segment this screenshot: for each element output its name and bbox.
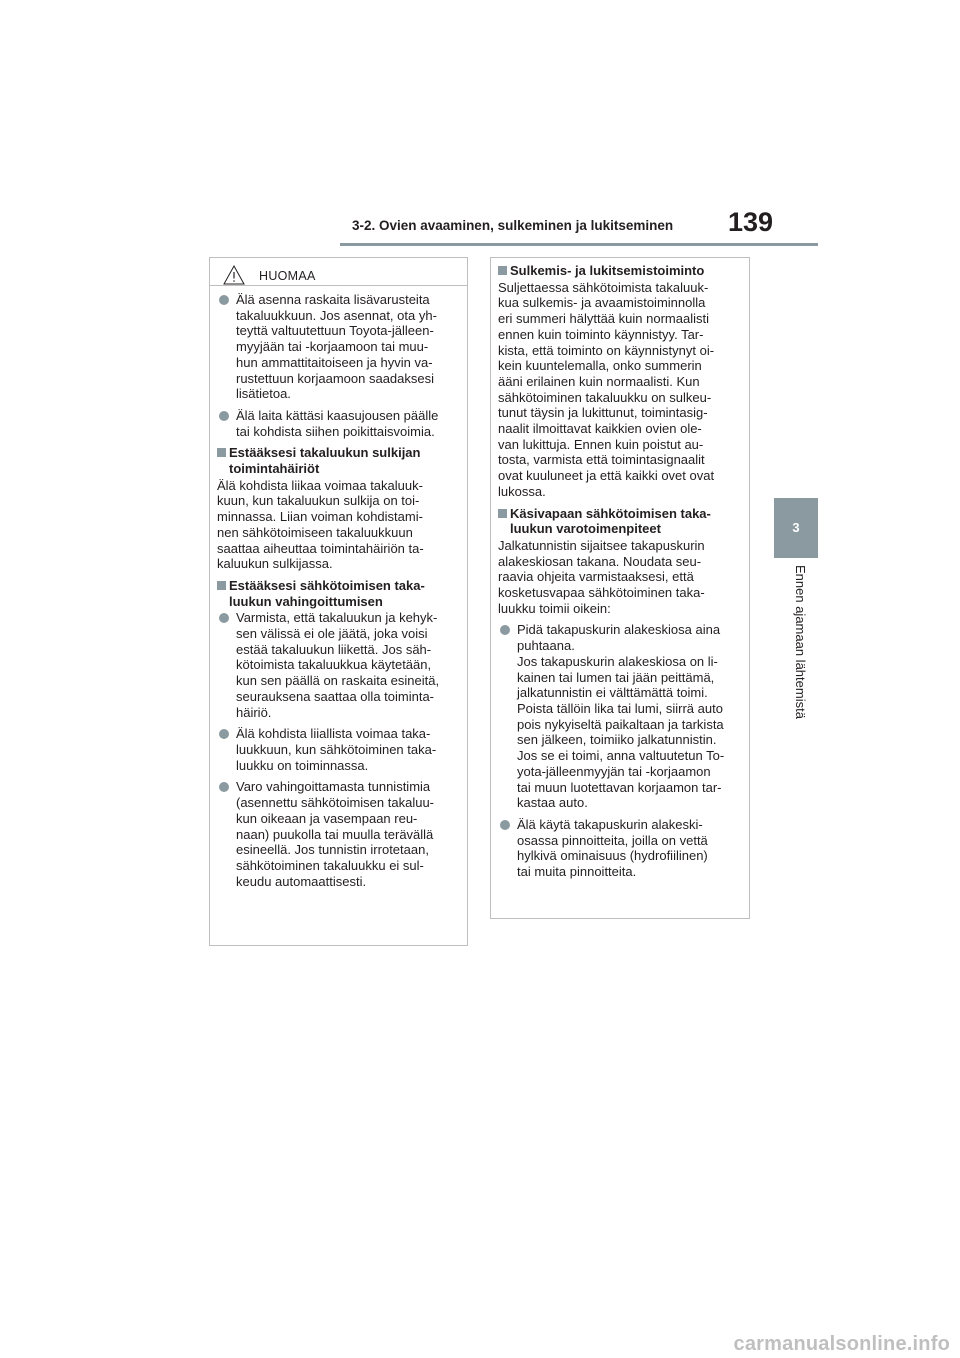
paragraph: Älä kohdista liikaa voimaa takaluuk- kuun, kun takaluukun sulkija on toi- minnassa. Liian voiman kohdistami- nen sähkötoimiseen takaluukkuun saattaa aiheuttaa toimintahäiriön ta- kaluukun sulkijassa.	[217, 477, 424, 572]
divider	[210, 285, 467, 286]
list-item: Älä laita kättäsi kaasujousen päälle tai kohdista siihen poikittaisvoimia.	[217, 408, 462, 439]
square-bullet-icon	[498, 266, 507, 275]
caution-box	[209, 257, 468, 946]
warning-triangle-icon	[223, 264, 245, 286]
list-item: Älä käytä takapuskurin alakeski- osassa pinnoitteita, joilla on vettä hylkivä ominaisuus (hydrofiilinen) tai muita pinnoitteita.	[498, 817, 744, 880]
caution-box-continued	[490, 257, 750, 919]
bullet-icon	[219, 729, 229, 739]
page-number: 139	[728, 207, 774, 237]
caution-header	[210, 264, 467, 286]
bullet-icon	[500, 820, 510, 830]
watermark: carmanualsonline.info	[733, 1333, 950, 1355]
list-item: Varo vahingoittamasta tunnistimia (asennettu sähkötoimisen takaluu- kun oikeaan ja vasempaan reu- naan) puukolla tai muulla terävällä esineellä. Jos tunnistin irrotetaan, sähkötoiminen takaluukku ei sul- keudu automaattisesti.	[217, 779, 462, 889]
list-item: Pidä takapuskurin alakeskiosa aina puhtaana. Jos takapuskurin alakeskiosa on li- kainen tai lumen tai jään peittämä, jalkatunnistin ei välttämättä toimi. Poista tällöin lika tai lumi, siirrä auto pois nykyiseltä paikaltaan ja tarkista sen jälkeen, toimiiko jalkatunnistin. Jos se ei toimi, anna valtuutetun To- yota-jälleenmyyjän tai -korjaamon tai muun luotettavan korjaamon tar- kastaa auto.	[498, 622, 744, 810]
caution-label: HUOMAA	[259, 269, 316, 283]
bullet-icon	[219, 295, 229, 305]
square-bullet-icon	[217, 581, 226, 590]
chapter-number-tab[interactable]: 3	[774, 498, 818, 558]
list-item: Älä asenna raskaita lisävarusteita takaluukkuun. Jos asennat, ota yh- teyttä valtuutettuun Toyota-jälleen- myyjään tai -korjaamoon tai muu- hun ammattitaitoiseen ja hyvin va- rustettuun korjaamoon saadaksesi lisätietoa.	[217, 292, 462, 402]
paragraph: Suljettaessa sähkötoimista takaluuk- kua sulkemis- ja avaamistoiminnolla eri summeri hälyttää kuin normaalisti ennen kuin toiminto käynnistyy. Tar- kista, että toiminto on käynnistynyt oi- kein kuuntelemalla, onko summerin ääni erilainen kuin normaalisti. Kun sähkötoiminen takaluukku on sulkeu- tunut täysin ja lukittunut, toimintasig- naalit ilmoittavat kaikkien ovien ole- van lukittuja. Ennen kuin poistut au- tosta, varmista että toimintasignaalit ovat kuuluneet ja että kaikki ovet ovat lukossa.	[498, 279, 715, 499]
square-bullet-icon	[217, 448, 226, 457]
section-heading: Estääksesi sähkötoimisen taka- luukun vahingoittumisen	[217, 578, 462, 609]
paragraph: Jalkatunnistin sijaitsee takapuskurin alakeskiosan takana. Noudata seu- raavia ohjeita varmistaaksesi, että kosketusvapaa sähkötoiminen taka- luukku toimii oikein:	[498, 537, 705, 616]
section-title: 3-2. Ovien avaaminen, sulkeminen ja lukitseminen	[352, 218, 674, 233]
square-bullet-icon	[498, 509, 507, 518]
list-item: Älä kohdista liiallista voimaa taka- luukkuun, kun sähkötoiminen taka- luukku on toiminnassa.	[217, 726, 462, 773]
section-heading: Käsivapaan sähkötoimisen taka- luukun varotoimenpiteet	[498, 506, 744, 537]
section-heading: Sulkemis- ja lukitsemistoiminto	[498, 263, 744, 279]
header-rule	[340, 243, 818, 246]
chapter-title: Ennen ajamaan lähtemistä	[793, 565, 808, 719]
bullet-icon	[219, 613, 229, 623]
bullet-icon	[500, 625, 510, 635]
bullet-icon	[219, 411, 229, 421]
bullet-icon	[219, 782, 229, 792]
list-item: Varmista, että takaluukun ja kehyk- sen välissä ei ole jäätä, joka voisi estää takaluukun liikettä. Jos säh- kötoimista takaluukkua käytetään, kun sen päällä on raskaita esineitä, seurauksena saattaa olla toiminta- häiriö.	[217, 610, 462, 720]
section-heading: Estääksesi takaluukun sulkijan toimintahäiriöt	[217, 445, 462, 476]
